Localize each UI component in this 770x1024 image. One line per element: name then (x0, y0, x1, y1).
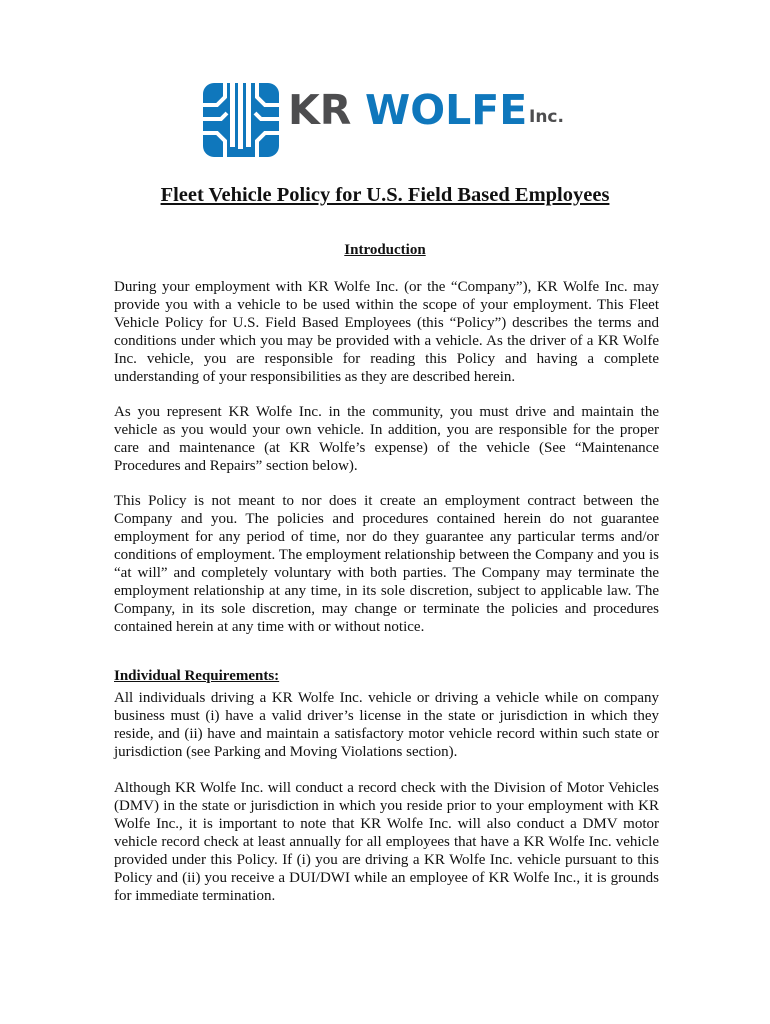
wolf-emblem-icon (203, 75, 279, 165)
intro-paragraph-1: During your employment with KR Wolfe Inc. (or the “Company”), KR Wolfe Inc. may provide you with a vehicle to be used within the scope of your employment. This Fleet Vehicle Policy for U.S. Field Based Employees (this “Policy”) describes the terms and conditions under which you may be provided with a vehicle. As the driver of a KR Wolfe Inc. vehicle, you are responsible for reading this Policy and having a complete understanding of your responsibilities as they are described herein. (114, 279, 659, 385)
document-title: Fleet Vehicle Policy for U.S. Field Based Employees (160, 184, 610, 206)
requirements-paragraph-1: All individuals driving a KR Wolfe Inc. vehicle or driving a vehicle while on company business must (i) have a valid driver’s license in the state or jurisdiction in which they reside, and (ii) have and maintain a satisfactory motor vehicle record within such state or jurisdiction (see Parking and Moving Violations section). (114, 690, 659, 760)
intro-paragraph-3: This Policy is not meant to nor does it create an employment contract between the Company and you. The policies and procedures contained herein do not guarantee employment for any period of time, nor do they guarantee any particular terms and/or conditions of employment. The employment relationship between the Company and you is “at will” and completely voluntary with both parties. The Company may terminate the employment relationship at any time, in its sole discretion, subject to applicable law. The Company, in its sole discretion, may change or terminate the policies and procedures contained herein at any time with or without notice. (114, 493, 659, 635)
logo-text-kr: KR (288, 86, 352, 134)
company-logo (203, 75, 583, 165)
logo-text-inc: Inc. (529, 107, 564, 127)
introduction-heading: Introduction (344, 242, 426, 258)
requirements-paragraph-2: Although KR Wolfe Inc. will conduct a record check with the Division of Motor Vehicles (DMV) in the state or jurisdiction in which you reside prior to your employment with KR Wolfe Inc., it is important to note that KR Wolfe Inc. will also conduct a DMV motor vehicle record check at least annually for all employees that have a KR Wolfe Inc. vehicle provided under this Policy. If (i) you are driving a KR Wolfe Inc. vehicle pursuant to this Policy and (ii) you receive a DUI/DWI while an employee of KR Wolfe Inc., it is grounds for immediate termination. (114, 780, 659, 904)
individual-requirements-heading: Individual Requirements: (114, 668, 280, 684)
intro-paragraph-2: As you represent KR Wolfe Inc. in the community, you must drive and maintain the vehicle as you would your own vehicle. In addition, you are responsible for the proper care and maintenance (at KR Wolfe’s expense) of the vehicle (See “Maintenance Procedures and Repairs” section below). (114, 404, 659, 474)
logo-text-wolfe: WOLFE (365, 86, 528, 134)
